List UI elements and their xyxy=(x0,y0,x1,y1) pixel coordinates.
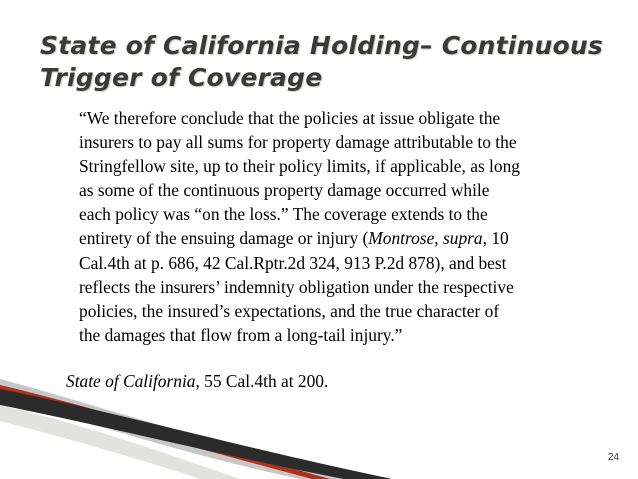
quote-line: as some of the continuous property damage occurred while xyxy=(79,180,490,201)
quote-line: each policy was “on the loss.” The coverage extends to the xyxy=(79,204,488,225)
citation-reference: , 55 Cal.4th at 200. xyxy=(195,371,329,391)
quote-line xyxy=(79,226,609,250)
quote-case-italic: Montrose, supra xyxy=(368,228,483,249)
quote-line: Stringfellow site, up to their policy limits, if applicable, as long xyxy=(79,156,520,177)
quote-line: the damages that flow from a long-tail injury.” xyxy=(79,324,403,345)
quote-text: , 10 xyxy=(482,228,509,249)
slide-title xyxy=(40,30,620,94)
citation xyxy=(66,369,328,393)
slide-title-line-1: State of California Holding– Continuous xyxy=(40,31,603,60)
page-number: 24 xyxy=(608,452,620,463)
quote-line: “We therefore conclude that the policies at issue obligate the xyxy=(79,108,501,128)
quote-text: entirety of the ensuing damage or injury ( xyxy=(79,228,369,249)
quote-line: insurers to pay all sums for property damage attributable to the xyxy=(79,132,517,153)
citation-case-name: State of California xyxy=(66,371,196,391)
quote-line: policies, the insured’s expectations, and the true character of xyxy=(79,300,500,321)
quote-block xyxy=(79,106,609,347)
quote-line: reflects the insurers’ indemnity obligation under the respective xyxy=(79,276,514,297)
slide-title-line-2: Trigger of Coverage xyxy=(40,63,323,92)
quote-line: Cal.4th at p. 686, 42 Cal.Rptr.2d 324, 913 P.2d 878), and best xyxy=(79,252,507,273)
